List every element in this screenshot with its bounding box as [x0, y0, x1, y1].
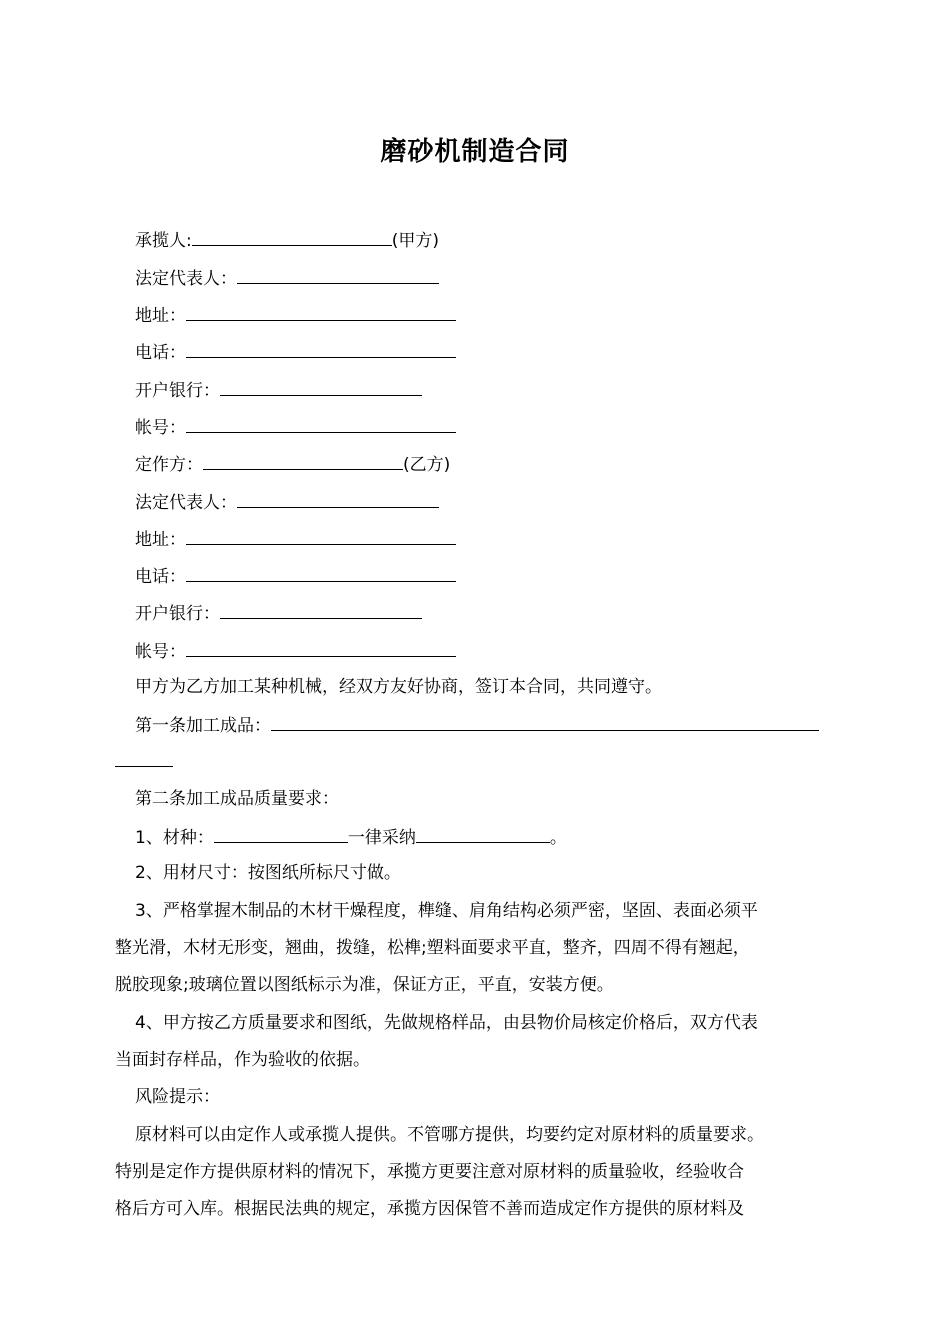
article-1-label: 第一条加工成品： [135, 716, 271, 736]
party-a-rep-blank[interactable] [237, 265, 439, 284]
party-b-account-blank[interactable] [186, 638, 456, 657]
party-a-label: 承揽人: [135, 231, 192, 251]
party-b-label: 定作方： [135, 455, 203, 475]
party-a-name-blank[interactable] [192, 227, 392, 246]
party-b-account-label: 帐号： [135, 642, 186, 662]
party-b-rep-line [135, 489, 439, 515]
article-1-line [135, 712, 819, 738]
party-b-rep-blank[interactable] [237, 489, 439, 508]
party-b-customer-line [135, 451, 450, 477]
item-1-blank-b[interactable] [416, 824, 550, 843]
item-3-line-3: 脱胶现象;玻璃位置以图纸标示为准，保证方正，平直，安装方便。 [115, 975, 614, 995]
party-a-phone-label: 电话： [135, 343, 186, 363]
party-a-address-line [135, 302, 456, 328]
article-1-continuation [115, 748, 173, 774]
party-b-address-line [135, 526, 456, 552]
item-4-line-1: 4、甲方按乙方质量要求和图纸，先做规格样品，由县物价局核定价格后，双方代表 [135, 1013, 758, 1033]
party-b-bank-blank[interactable] [220, 600, 422, 619]
party-b-name-blank[interactable] [203, 451, 403, 470]
party-a-rep-line [135, 265, 439, 291]
item-3-line-1: 3、严格掌握木制品的木材干燥程度，榫缝、肩角结构必须严密，坚固、表面必须平 [135, 901, 758, 921]
party-b-phone-blank[interactable] [186, 563, 456, 582]
risk-title: 风险提示： [135, 1087, 220, 1107]
article-2-heading: 第二条加工成品质量要求： [135, 789, 339, 809]
party-b-bank-line [135, 600, 422, 626]
item-4-line-2: 当面封存样品，作为验收的依据。 [115, 1050, 370, 1070]
risk-line-2: 特别是定作方提供原材料的情况下，承揽方更要注意对原材料的质量验收，经验收合 [115, 1162, 744, 1182]
party-a-contractor-line [135, 227, 439, 253]
article-1-blank[interactable] [271, 712, 819, 731]
document-title: 磨砂机制造合同 [380, 137, 570, 167]
article-1-blank-continued[interactable] [115, 748, 173, 767]
party-a-account-blank[interactable] [186, 414, 456, 433]
party-a-suffix: (甲方) [391, 231, 439, 251]
party-b-suffix: (乙方) [403, 455, 451, 475]
item-1-prefix: 1、材种： [135, 828, 214, 848]
party-a-phone-line [135, 339, 456, 365]
party-a-account-label: 帐号： [135, 418, 186, 438]
party-a-address-label: 地址： [135, 306, 186, 326]
risk-line-3: 格后方可入库。根据民法典的规定，承揽方因保管不善而造成定作方提供的原材料及 [115, 1199, 744, 1219]
item-1-blank-a[interactable] [214, 824, 348, 843]
party-a-bank-label: 开户银行： [135, 381, 220, 401]
party-b-account-line [135, 638, 456, 664]
item-2-line: 2、用材尺寸：按图纸所标尺寸做。 [135, 863, 401, 883]
party-b-rep-label: 法定代表人： [135, 493, 237, 513]
risk-line-1: 原材料可以由定作人或承揽人提供。不管哪方提供，均要约定对原材料的质量要求。 [135, 1125, 764, 1145]
party-a-phone-blank[interactable] [186, 339, 456, 358]
item-3-line-2: 整光滑，木材无形变，翘曲，拨缝，松榫;塑料面要求平直，整齐，四周不得有翘起， [115, 938, 750, 958]
party-a-bank-line [135, 377, 422, 403]
party-a-bank-blank[interactable] [220, 377, 422, 396]
party-b-phone-line [135, 563, 456, 589]
intro-paragraph: 甲方为乙方加工某种机械，经双方友好协商，签订本合同，共同遵守。 [135, 677, 662, 697]
item-1-line [135, 824, 567, 850]
party-a-rep-label: 法定代表人： [135, 269, 237, 289]
party-b-address-blank[interactable] [186, 526, 456, 545]
party-b-bank-label: 开户银行： [135, 604, 220, 624]
item-1-mid: 一律采纳 [347, 828, 416, 848]
party-a-address-blank[interactable] [186, 302, 456, 321]
item-1-end: 。 [549, 828, 567, 848]
party-a-account-line [135, 414, 456, 440]
party-b-phone-label: 电话： [135, 567, 186, 587]
party-b-address-label: 地址： [135, 530, 186, 550]
